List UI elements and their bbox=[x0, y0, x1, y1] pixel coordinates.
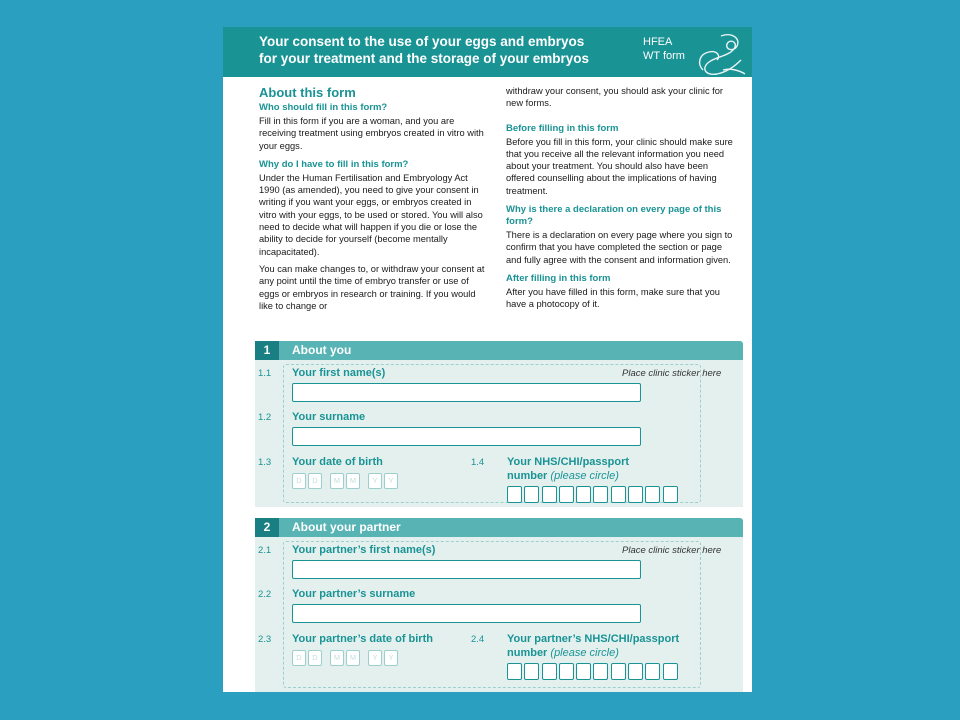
form-title-line-2: for your treatment and the storage of your embryos bbox=[259, 51, 590, 66]
dob-day-1[interactable]: D bbox=[292, 473, 306, 489]
after-heading: After filling in this form bbox=[506, 272, 611, 284]
partner-dob-day-1[interactable]: D bbox=[292, 650, 306, 666]
partner-nhs-digit-box[interactable] bbox=[645, 663, 660, 680]
who-text: Fill in this form if you are a woman, and you are receiving treatment using embryos created in vitro with your eggs. bbox=[259, 116, 484, 151]
intro-left-column bbox=[259, 85, 489, 312]
partner-nhs-digit-box[interactable] bbox=[542, 663, 557, 680]
about-form-heading: About this form bbox=[259, 85, 356, 100]
partner-nhs-digit-box[interactable] bbox=[576, 663, 591, 680]
why-text: Under the Human Fertilisation and Embryology Act 1990 (as amended), you need to give your consent in writing if you want your eggs, or embryos created in vitro with your eggs, to be used or stored. You will also need to decide what will happen if you die or lose the ability to decide for yourself (become mentally incapacitated). bbox=[259, 172, 483, 257]
nhs-digit-box[interactable] bbox=[559, 486, 574, 503]
partner-dob-month-2[interactable]: M bbox=[346, 650, 360, 666]
partner-nhs-digit-box[interactable] bbox=[507, 663, 522, 680]
form-code-line-2: WT form bbox=[643, 50, 685, 62]
who-heading: Who should fill in this form? bbox=[259, 102, 388, 113]
partner-first-name-field[interactable] bbox=[292, 560, 641, 579]
q2-2-number: 2.2 bbox=[258, 589, 272, 600]
changes-text: You can make changes to, or withdraw your consent at any point until the time of embryo transfer or use of eggs or embryos in research or training. If you would like to change or bbox=[259, 263, 485, 311]
nhs-number-field[interactable] bbox=[507, 486, 680, 503]
q1-1-number: 1.1 bbox=[258, 368, 272, 379]
q1-3-number: 1.3 bbox=[258, 457, 272, 468]
surname-field[interactable] bbox=[292, 427, 641, 446]
date-of-birth-field[interactable] bbox=[292, 473, 400, 489]
nhs-digit-box[interactable] bbox=[645, 486, 660, 503]
before-heading: Before filling in this form bbox=[506, 122, 619, 134]
form-title-line-1: Your consent to the use of your eggs and embryos bbox=[259, 34, 585, 49]
q2-4-label-line-1: Your partner’s NHS/CHI/passport bbox=[507, 633, 680, 645]
nhs-digit-box[interactable] bbox=[611, 486, 626, 503]
before-text: Before you fill in this form, your clinic should make sure that you receive all the relevant information you need about your treatment. You should also have been offered counselling about the implications of having treatment. bbox=[506, 136, 733, 196]
section-1-number: 1 bbox=[255, 341, 279, 360]
why-heading: Why do I have to fill in this form? bbox=[259, 158, 409, 170]
q1-2-number: 1.2 bbox=[258, 412, 272, 423]
partner-nhs-digit-box[interactable] bbox=[663, 663, 678, 680]
q2-4-label bbox=[507, 632, 679, 660]
section-1-sticker-note: Place clinic sticker here bbox=[622, 368, 722, 379]
intro-right-column bbox=[506, 85, 734, 311]
q2-3-number: 2.3 bbox=[258, 634, 272, 645]
nhs-digit-box[interactable] bbox=[576, 486, 591, 503]
nhs-digit-box[interactable] bbox=[507, 486, 522, 503]
q2-4-hint: (please circle) bbox=[550, 647, 619, 659]
section-1-header bbox=[255, 341, 743, 360]
dob-month-1[interactable]: M bbox=[330, 473, 344, 489]
q1-1-label: Your first name(s) bbox=[292, 367, 386, 379]
section-1-title: About you bbox=[292, 343, 352, 357]
consent-form-page bbox=[223, 27, 752, 692]
q1-4-label-line-2: number bbox=[507, 470, 548, 482]
q2-2-label: Your partner’s surname bbox=[292, 588, 416, 600]
q2-1-label: Your partner’s first name(s) bbox=[292, 544, 436, 556]
q1-2-label: Your surname bbox=[292, 411, 366, 423]
q2-4-number: 2.4 bbox=[471, 634, 485, 645]
form-code-line-1: HFEA bbox=[643, 36, 673, 48]
dob-year-1[interactable]: Y bbox=[368, 473, 382, 489]
section-2-number: 2 bbox=[255, 518, 279, 537]
q1-4-label-line-1: Your NHS/CHI/passport bbox=[507, 456, 630, 468]
withdraw-text: withdraw your consent, you should ask your clinic for new forms. bbox=[506, 86, 724, 109]
declaration-heading: Why is there a declaration on every page of this form? bbox=[506, 204, 722, 228]
after-text: After you have filled in this form, make sure that you have a photocopy of it. bbox=[506, 286, 720, 310]
partner-nhs-digit-box[interactable] bbox=[628, 663, 643, 680]
section-2-header bbox=[255, 518, 743, 537]
partner-nhs-digit-box[interactable] bbox=[524, 663, 539, 680]
partner-dob-day-2[interactable]: D bbox=[308, 650, 322, 666]
partner-nhs-digit-box[interactable] bbox=[611, 663, 626, 680]
dob-month-2[interactable]: M bbox=[346, 473, 360, 489]
section-2-body bbox=[255, 537, 743, 692]
nhs-digit-box[interactable] bbox=[663, 486, 678, 503]
nhs-digit-box[interactable] bbox=[593, 486, 608, 503]
partner-dob-year-1[interactable]: Y bbox=[368, 650, 382, 666]
hfea-swan-logo-icon bbox=[691, 30, 749, 76]
dob-year-2[interactable]: Y bbox=[384, 473, 398, 489]
nhs-digit-box[interactable] bbox=[524, 486, 539, 503]
partner-dob-month-1[interactable]: M bbox=[330, 650, 344, 666]
partner-dob-year-2[interactable]: Y bbox=[384, 650, 398, 666]
declaration-text: There is a declaration on every page where you sign to confirm that you have completed the section or page and fully agree with the consent and information given. bbox=[506, 230, 733, 265]
nhs-digit-box[interactable] bbox=[628, 486, 643, 503]
q2-4-label-line-2: number bbox=[507, 647, 548, 659]
form-title bbox=[259, 33, 639, 67]
section-2-sticker-note: Place clinic sticker here bbox=[622, 545, 722, 556]
q1-3-label: Your date of birth bbox=[292, 456, 383, 468]
partner-nhs-digit-box[interactable] bbox=[559, 663, 574, 680]
partner-nhs-digit-box[interactable] bbox=[593, 663, 608, 680]
partner-nhs-number-field[interactable] bbox=[507, 663, 680, 680]
nhs-digit-box[interactable] bbox=[542, 486, 557, 503]
section-1-body bbox=[255, 360, 743, 507]
q2-1-number: 2.1 bbox=[258, 545, 272, 556]
partner-date-of-birth-field[interactable] bbox=[292, 650, 400, 666]
q1-4-number: 1.4 bbox=[471, 457, 485, 468]
q1-4-label bbox=[507, 455, 629, 483]
q2-3-label: Your partner’s date of birth bbox=[292, 633, 433, 645]
form-code bbox=[643, 35, 685, 63]
dob-day-2[interactable]: D bbox=[308, 473, 322, 489]
partner-surname-field[interactable] bbox=[292, 604, 641, 623]
form-header bbox=[223, 27, 752, 77]
q1-4-hint: (please circle) bbox=[550, 470, 619, 482]
first-name-field[interactable] bbox=[292, 383, 641, 402]
section-2-title: About your partner bbox=[292, 520, 401, 534]
